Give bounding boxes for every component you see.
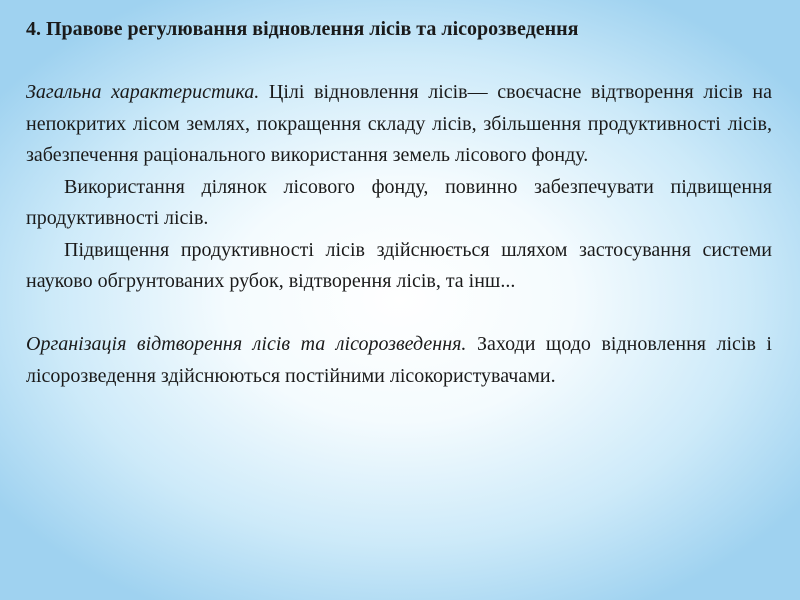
paragraph-lead: Загальна характеристика. (26, 81, 260, 103)
paragraph-text: Цілі відновлення лісів— своєчасне відтворення лісів на непокритих лісом землях, покращення складу лісів, збільшення продуктивності лісів, забезпечення раціонального використання земель лісового фонду. (26, 81, 772, 166)
slide-content (26, 14, 772, 392)
spacer (26, 46, 772, 78)
paragraph-general-characteristics (26, 77, 772, 172)
paragraph-land-use: Використання ділянок лісового фонду, повинно забезпечувати підвищення продуктивності лісів. (26, 175, 772, 229)
paragraph-lead: Організація відтворення лісів та лісорозведення. (26, 333, 467, 355)
paragraph-text: Заходи щодо відновлення лісів і лісорозведення здійснюються постійними лісокористувачами. (26, 333, 772, 387)
paragraph-organization (26, 329, 772, 392)
paragraph-productivity: Підвищення продуктивності лісів здійснюється шляхом застосування системи науково обгрунтованих рубок, відтворення лісів, та інш... (26, 238, 772, 292)
spacer (26, 298, 772, 330)
slide-title: 4. Правове регулювання відновлення лісів та лісорозведення (26, 18, 579, 40)
